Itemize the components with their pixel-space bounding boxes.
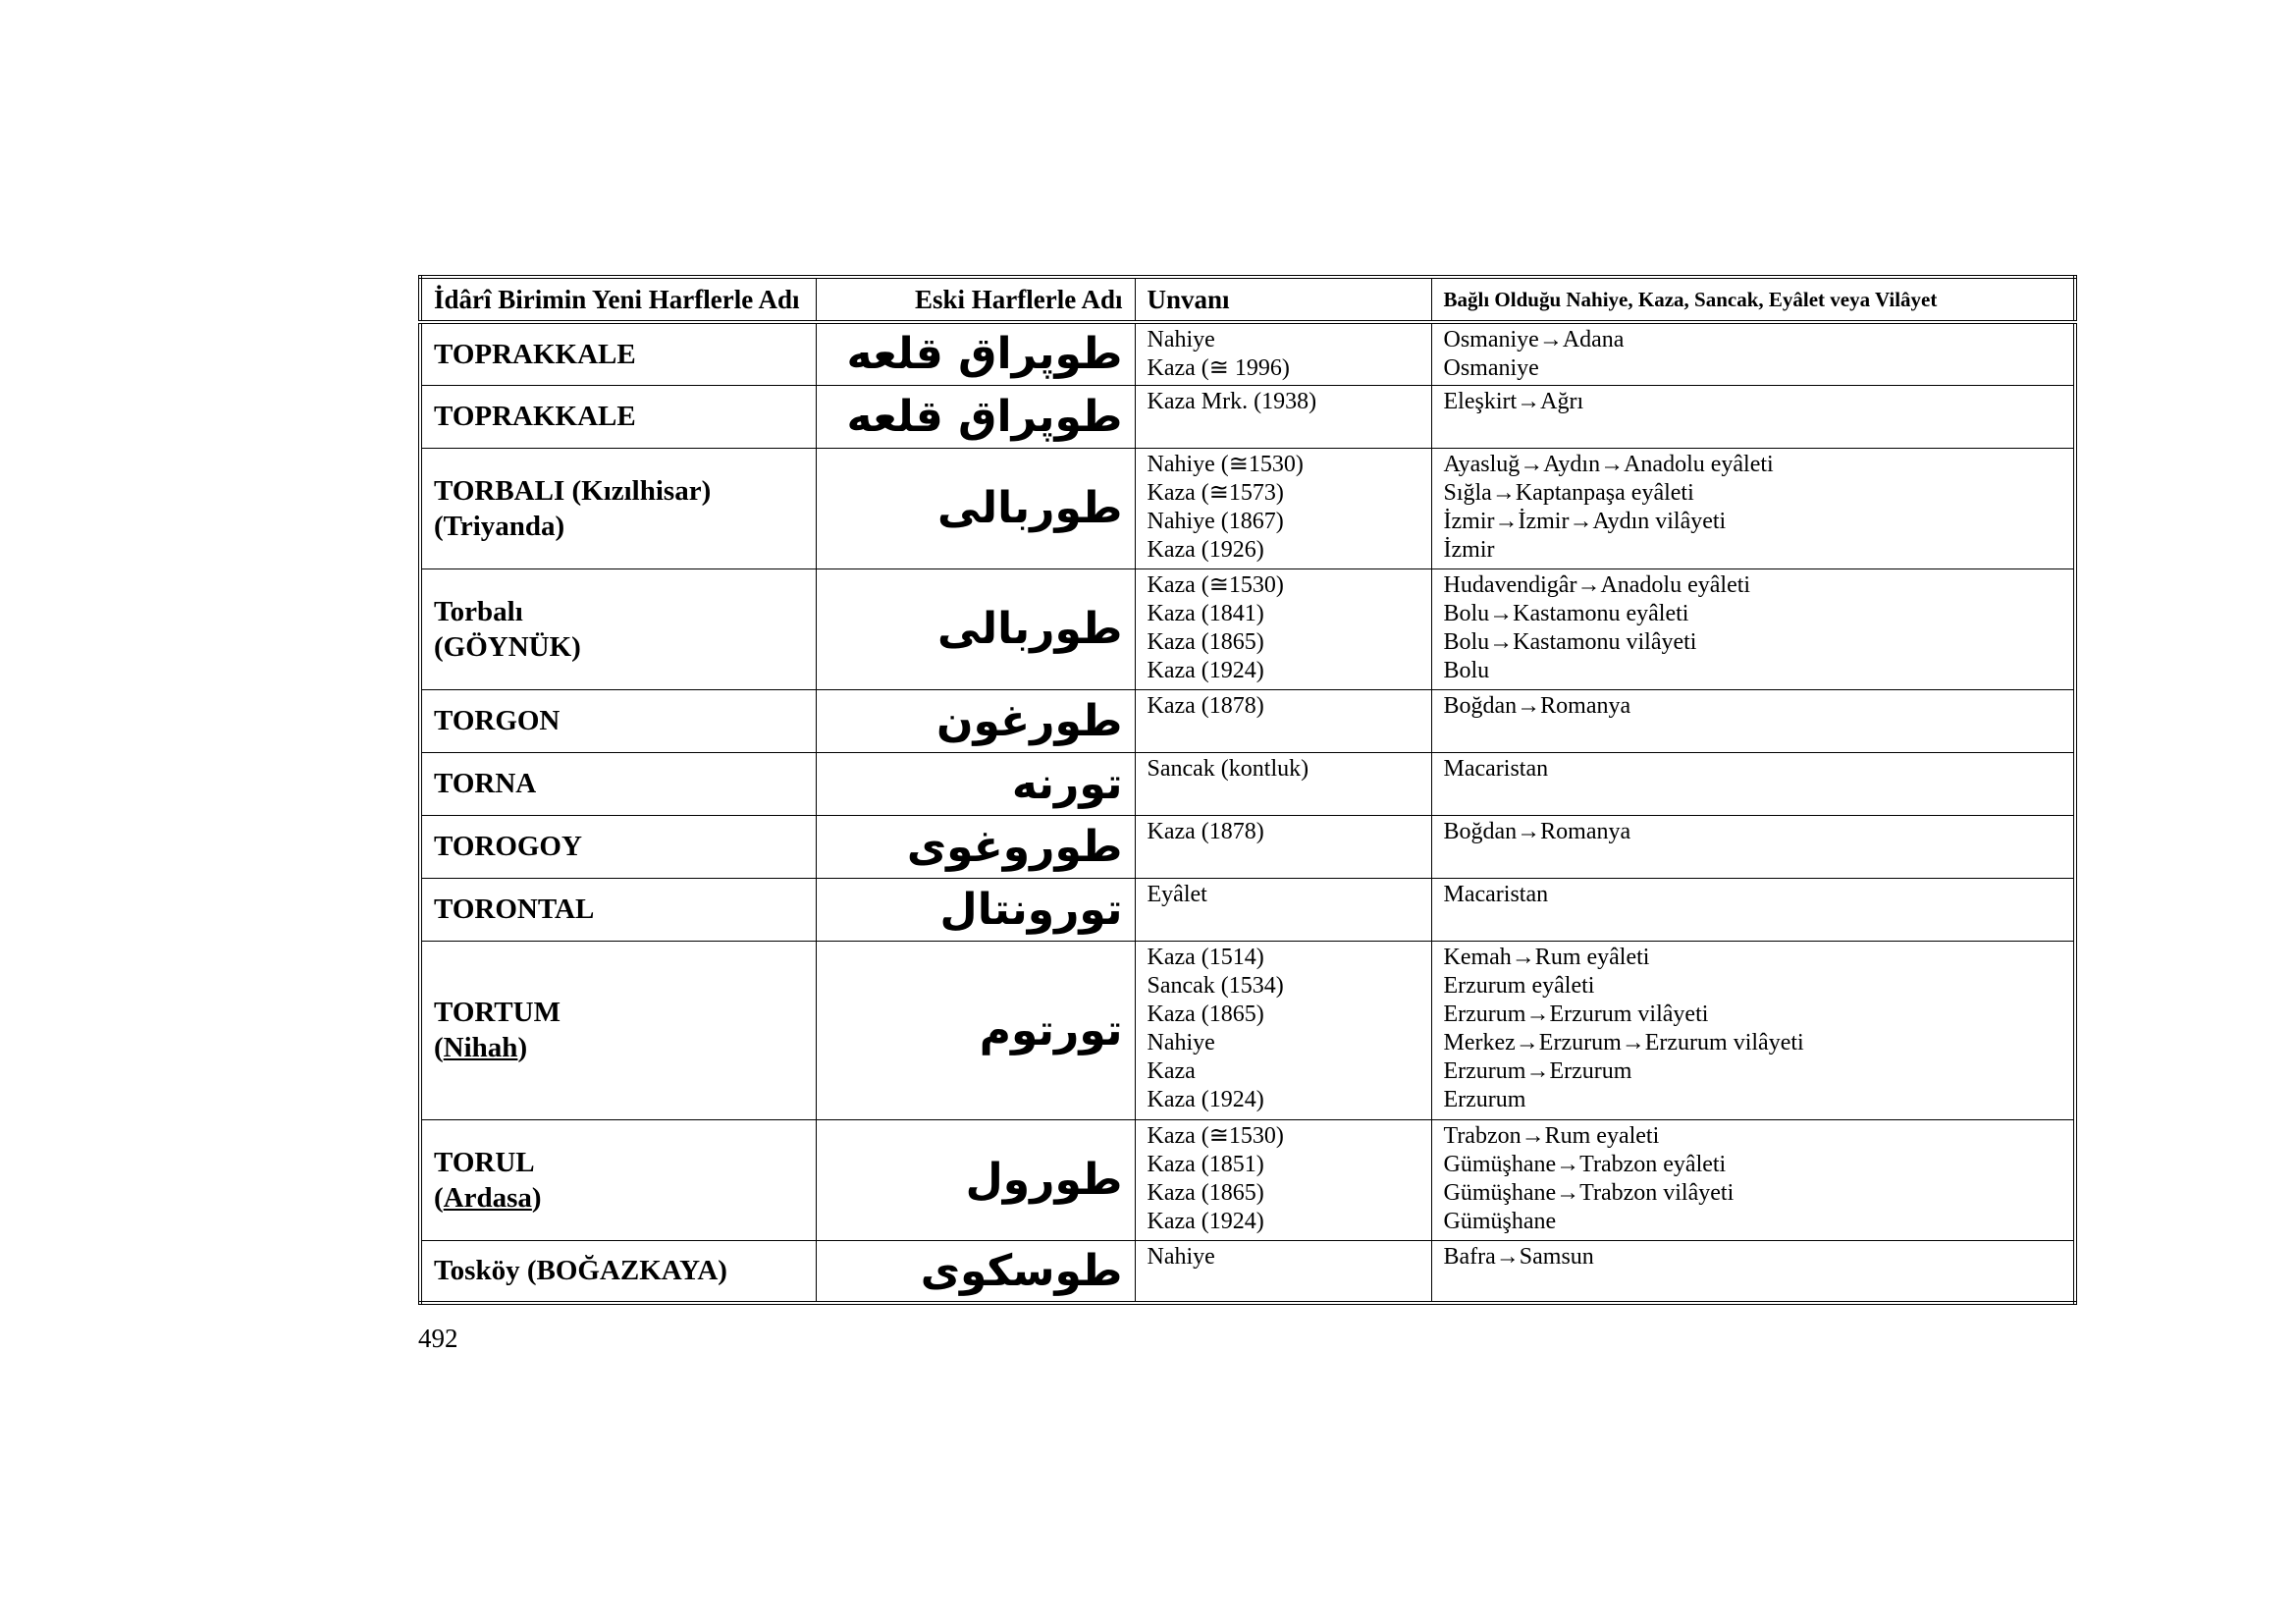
bagli-line: Boğdan→Romanya	[1443, 692, 1631, 719]
unvan-cell	[1135, 878, 1431, 941]
table-row	[420, 1240, 2075, 1303]
bagli-line: Boğdan→Romanya	[1443, 818, 1631, 844]
paren-open: (	[434, 1181, 444, 1214]
bagli-line: Hudavendigâr→Anadolu eyâleti	[1443, 571, 1751, 598]
ottoman-name: طوسكوى	[816, 1240, 1135, 1303]
unvan-line: Nahiye	[1147, 1243, 1215, 1270]
bagli-line: Gümüşhane	[1443, 1208, 1557, 1234]
unvan-line: Kaza (≅1530)	[1147, 1122, 1284, 1149]
unvan-line: Nahiye	[1147, 1029, 1215, 1056]
unit-name-line: TORNA	[434, 768, 537, 799]
unvan-cell	[1135, 568, 1431, 689]
table-body	[420, 322, 2075, 1303]
unit-name	[420, 878, 816, 941]
unvan-cell	[1135, 752, 1431, 815]
unvan-line: Kaza Mrk. (1938)	[1147, 388, 1317, 414]
unvan-line: Kaza (1924)	[1147, 1208, 1264, 1234]
unvan-line: Kaza (1924)	[1147, 657, 1264, 683]
paren-close: )	[531, 1181, 542, 1214]
bagli-line: İzmir	[1443, 536, 1495, 563]
paren-open: (	[434, 1032, 444, 1063]
unit-name	[420, 815, 816, 878]
unvan-line: Kaza (1865)	[1147, 1179, 1264, 1206]
bagli-line: Osmaniye	[1443, 355, 1539, 381]
bagli-line: Eleşkirt→Ağrı	[1443, 388, 1584, 414]
unvan-line: Kaza (1841)	[1147, 600, 1264, 626]
header-title: Unvanı	[1135, 277, 1431, 322]
table-row	[420, 322, 2075, 385]
unvan-cell	[1135, 385, 1431, 448]
bagli-line: Trabzon→Rum eyaleti	[1443, 1122, 1660, 1149]
former-name: Nihah	[443, 1032, 518, 1063]
bagli-cell	[1431, 689, 2075, 752]
unit-name-line	[434, 1180, 804, 1216]
bagli-cell	[1431, 815, 2075, 878]
unit-name-line: Torbalı	[434, 595, 523, 627]
table-row	[420, 1119, 2075, 1240]
unit-name	[420, 1240, 816, 1303]
unvan-line: Nahiye (≅1530)	[1147, 451, 1304, 477]
ottoman-name: طوروغوى	[816, 815, 1135, 878]
table-header	[420, 277, 2075, 322]
header-name: İdârî Birimin Yeni Harflerle Adı	[420, 277, 816, 322]
unit-name	[420, 941, 816, 1119]
unvan-line: Nahiye	[1147, 327, 1215, 352]
unit-name	[420, 448, 816, 568]
bagli-cell	[1431, 568, 2075, 689]
ottoman-name: طوپراق قلعه	[816, 322, 1135, 385]
table-row	[420, 878, 2075, 941]
unvan-cell	[1135, 815, 1431, 878]
table-row	[420, 385, 2075, 448]
bagli-line: Bafra→Samsun	[1443, 1243, 1594, 1270]
bagli-line: Erzurum→Erzurum vilâyeti	[1443, 1001, 1709, 1027]
table-row	[420, 941, 2075, 1119]
bagli-line: Osmaniye→Adana	[1443, 327, 1625, 352]
bagli-cell	[1431, 448, 2075, 568]
bagli-cell	[1431, 385, 2075, 448]
ottoman-name: طوپراق قلعه	[816, 385, 1135, 448]
table-row	[420, 448, 2075, 568]
table-row	[420, 815, 2075, 878]
header-ottoman: Eski Harflerle Adı	[816, 277, 1135, 322]
bagli-line: Erzurum→Erzurum	[1443, 1057, 1632, 1084]
bagli-line: Macaristan	[1443, 755, 1549, 782]
unvan-line: Sancak (kontluk)	[1147, 755, 1309, 782]
bagli-line: Bolu→Kastamonu vilâyeti	[1443, 628, 1697, 655]
bagli-line: Gümüşhane→Trabzon vilâyeti	[1443, 1179, 1735, 1206]
unvan-line: Kaza (1924)	[1147, 1086, 1264, 1112]
bagli-cell	[1431, 322, 2075, 385]
unit-name-line	[434, 1030, 804, 1065]
unvan-cell	[1135, 941, 1431, 1119]
unit-name-line: (Triyanda)	[434, 510, 565, 542]
ottoman-name: تورونتال	[816, 878, 1135, 941]
bagli-line: Bolu	[1443, 657, 1490, 683]
unvan-line: Eyâlet	[1147, 881, 1207, 907]
ottoman-name: تورتوم	[816, 941, 1135, 1119]
unit-name-line: TORGON	[434, 705, 561, 736]
unvan-line: Sancak (1534)	[1147, 972, 1284, 999]
unit-name-line: TOPRAKKALE	[434, 338, 636, 370]
former-name: Ardasa	[443, 1181, 532, 1214]
bagli-cell	[1431, 752, 2075, 815]
unit-name-line: TOPRAKKALE	[434, 401, 636, 432]
unvan-line: Kaza (1514)	[1147, 944, 1264, 970]
bagli-line: Merkez→Erzurum→Erzurum vilâyeti	[1443, 1029, 1804, 1056]
bagli-cell	[1431, 1119, 2075, 1240]
bagli-line: Erzurum eyâleti	[1443, 972, 1595, 999]
unit-name-line: Tosköy (BOĞAZKAYA)	[434, 1255, 727, 1287]
bagli-cell	[1431, 1240, 2075, 1303]
unit-name	[420, 689, 816, 752]
bagli-cell	[1431, 878, 2075, 941]
unvan-cell	[1135, 689, 1431, 752]
bagli-line: Gümüşhane→Trabzon eyâleti	[1443, 1151, 1727, 1177]
unvan-line: Kaza (1926)	[1147, 536, 1264, 563]
unit-name-line: TORONTAL	[434, 893, 595, 925]
unvan-line: Kaza (≅1573)	[1147, 479, 1284, 506]
ottoman-name: تورنه	[816, 752, 1135, 815]
unit-name	[420, 752, 816, 815]
unit-name	[420, 1119, 816, 1240]
unit-name-line: TORTUM	[434, 997, 561, 1028]
unvan-line: Kaza (1865)	[1147, 628, 1264, 655]
paren-close: )	[517, 1032, 528, 1063]
unvan-cell	[1135, 322, 1431, 385]
unvan-line: Kaza (1878)	[1147, 818, 1264, 844]
gazetteer-table	[418, 275, 2077, 1305]
unit-name-line: TORBALI (Kızılhisar)	[434, 474, 712, 507]
unvan-line: Kaza (1865)	[1147, 1001, 1264, 1027]
ottoman-name: طوربالى	[816, 448, 1135, 568]
unit-name-line: (GÖYNÜK)	[434, 630, 581, 663]
unvan-line: Kaza (≅ 1996)	[1147, 355, 1290, 381]
unvan-line: Kaza (≅1530)	[1147, 571, 1284, 598]
unit-name-line: TOROGOY	[434, 831, 582, 862]
unvan-line: Nahiye (1867)	[1147, 508, 1284, 534]
bagli-cell	[1431, 941, 2075, 1119]
table-row	[420, 689, 2075, 752]
unvan-cell	[1135, 1240, 1431, 1303]
bagli-line: Ayasluğ→Aydın→Anadolu eyâleti	[1443, 451, 1774, 477]
ottoman-name: طورغون	[816, 689, 1135, 752]
bagli-line: Bolu→Kastamonu eyâleti	[1443, 600, 1689, 626]
header-bagli: Bağlı Olduğu Nahiye, Kaza, Sancak, Eyâlet veya Vilâyet	[1431, 277, 2075, 322]
bagli-line: Macaristan	[1443, 881, 1549, 907]
unit-name	[420, 568, 816, 689]
table-row	[420, 752, 2075, 815]
unvan-cell	[1135, 1119, 1431, 1240]
bagli-line: Erzurum	[1443, 1086, 1526, 1112]
unvan-cell	[1135, 448, 1431, 568]
bagli-line: Kemah→Rum eyâleti	[1443, 944, 1650, 970]
ottoman-name: طوربالى	[816, 568, 1135, 689]
bagli-line: Sığla→Kaptanpaşa eyâleti	[1443, 479, 1694, 506]
table-row	[420, 568, 2075, 689]
unvan-line: Kaza (1851)	[1147, 1151, 1264, 1177]
page-number: 492	[418, 1324, 458, 1353]
bagli-line: İzmir→İzmir→Aydın vilâyeti	[1443, 508, 1727, 534]
unvan-line: Kaza (1878)	[1147, 692, 1264, 719]
unit-name	[420, 322, 816, 385]
unvan-line: Kaza	[1147, 1057, 1196, 1084]
unit-name-line: TORUL	[434, 1146, 535, 1178]
unit-name	[420, 385, 816, 448]
ottoman-name: طورول	[816, 1119, 1135, 1240]
